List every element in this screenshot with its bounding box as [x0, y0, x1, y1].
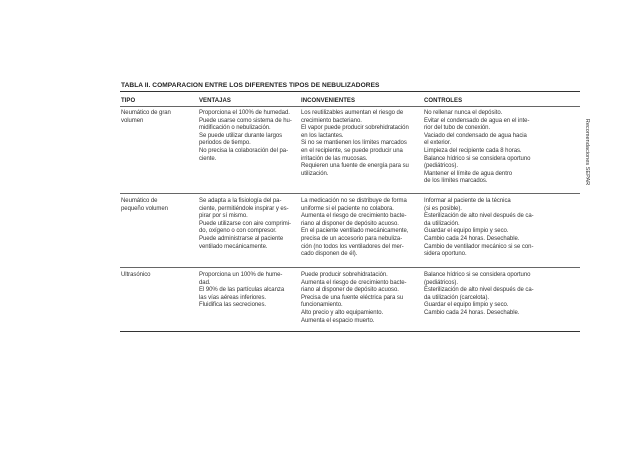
cell-line: (pediátricos). — [424, 279, 458, 286]
cell-line: rior del tubo de conexión. — [424, 125, 491, 132]
cell-line: Proporciona el 100% de humedad. — [199, 110, 290, 116]
cell-line: ciente, permitiéndole inspirar y es- — [199, 205, 289, 212]
cell-line: Vaciado del condensado de agua hacia — [424, 132, 527, 139]
cell-line: crecimiento bacteriano. — [301, 117, 362, 124]
cell-line: No rellenar nunca el depósito. — [424, 110, 503, 116]
cell-line: da utilización. — [424, 220, 460, 227]
cell-line: Puede usarse como sistema de hu- — [199, 117, 292, 124]
cell-line: Esterilización de alto nivel después de ca- — [424, 287, 534, 294]
cell-line: de los límites marcados. — [424, 178, 488, 185]
side-running-header: Recomendaciones SEPAR — [584, 118, 590, 186]
cell-line: ventilado mecánicamente. — [199, 243, 268, 250]
row-2-tipo — [121, 198, 168, 213]
cell-line: Ultrasónico — [121, 272, 151, 278]
cell-line: riano al disponer de depósito acuoso. — [301, 287, 399, 294]
row-divider — [120, 193, 580, 194]
cell-line: Guardar el equipo limpio y seco. — [424, 228, 509, 235]
cell-line: Proporciona un 100% de hume- — [199, 272, 283, 278]
row-divider — [120, 267, 580, 268]
cell-line: midificación o nebulización. — [199, 125, 271, 132]
row-1-controles — [424, 110, 530, 186]
header-controles: CONTROLES — [424, 98, 463, 104]
row-2-inconvenientes — [301, 198, 408, 259]
cell-line: Requieren una fuente de energía para su — [301, 163, 409, 170]
cell-line: da utilización (carcelota). — [424, 294, 490, 301]
cell-line: Precisa de una fuente eléctrica para su — [301, 294, 404, 301]
row-3-ventajas — [199, 272, 284, 310]
cell-line: Cambio cada 24 horas. Desechable. — [424, 235, 520, 242]
cell-line: precisa de un accesorio para nebuliza- — [301, 235, 403, 242]
cell-line: Aumenta el riesgo de crecimiento bacte- — [301, 279, 407, 286]
cell-line: uniforme si el paciente no colabora. — [301, 205, 394, 212]
cell-line: Mantener el límite de agua dentro — [424, 170, 513, 177]
cell-line: dad. — [199, 279, 211, 286]
cell-line: El 90% de las partículas alcanza — [199, 287, 285, 294]
cell-line: Si no se mantienen los límites marcados — [301, 140, 407, 147]
cell-line: utilización. — [301, 170, 329, 177]
cell-line: Neumático de gran — [121, 110, 171, 116]
cell-line: Cambio cada 24 horas. Desechable. — [424, 309, 520, 316]
cell-line: En el paciente ventilado mecánicamente, — [301, 228, 409, 235]
cell-line: volumen — [121, 117, 144, 124]
cell-line: Aumenta el espacio muerto. — [301, 317, 375, 324]
cell-line: (si es posible). — [424, 205, 462, 212]
cell-line: Neumático de — [121, 198, 158, 204]
table-top-rule — [120, 91, 580, 92]
row-1-inconvenientes — [301, 110, 409, 178]
cell-line: Evitar el condensado de agua en el inte- — [424, 117, 530, 124]
cell-line: Se puede utilizar durante largos — [199, 132, 283, 139]
cell-line: do, oxígeno o con compresor. — [199, 228, 277, 235]
cell-line: Guardar el equipo limpio y seco. — [424, 302, 509, 309]
header-inconvenientes: INCONVENIENTES — [301, 98, 356, 104]
cell-line: cado disponen de él). — [301, 251, 358, 258]
cell-line: (pediátricos). — [424, 163, 458, 170]
cell-line: El vapor puede producir sobrehidratación — [301, 125, 409, 132]
cell-line: Puede administrarse al paciente — [199, 235, 284, 242]
cell-line: Aumenta el riesgo de crecimiento bacte- — [301, 213, 407, 220]
row-3-controles — [424, 272, 534, 318]
cell-line: en el recipiente, se puede producir una — [301, 147, 403, 154]
header-ventajas: VENTAJAS — [199, 98, 231, 104]
cell-line: pirar por sí mismo. — [199, 213, 248, 220]
cell-line: ción (no todos los ventiladores del mer- — [301, 243, 404, 250]
cell-line: riano al disponer de depósito acuoso. — [301, 220, 399, 227]
row-2-controles — [424, 198, 534, 259]
cell-line: funcionamiento. — [301, 302, 343, 309]
cell-line: pequeño volumen — [121, 205, 168, 212]
cell-line: Puede utilizarse con aire comprimi- — [199, 220, 291, 227]
cell-line: Puede producir sobrehidratación. — [301, 272, 388, 278]
cell-line: en los lactantes. — [301, 132, 344, 139]
header-tipo: TIPO — [121, 98, 136, 104]
cell-line: No precisa la colaboración del pa- — [199, 147, 289, 154]
cell-line: Cambio de ventilador mecánico si se con- — [424, 243, 534, 250]
row-1-ventajas — [199, 110, 292, 163]
cell-line: Informar al paciente de la técnica — [424, 198, 511, 204]
row-1-tipo — [121, 110, 171, 125]
cell-line: las vías aéreas inferiores. — [199, 294, 267, 301]
table-bottom-rule — [120, 331, 580, 332]
cell-line: periodos de tiempo. — [199, 140, 251, 147]
table-title: TABLA II. COMPARACION ENTRE LOS DIFERENTES TIPOS DE NEBULIZADORES — [121, 82, 380, 89]
header-bottom-rule — [120, 106, 580, 107]
cell-line: Limpieza del recipiente cada 8 horas. — [424, 147, 522, 154]
cell-line: La medicación no se distribuye de forma — [301, 198, 407, 204]
cell-line: Fluidifica las secreciones. — [199, 302, 267, 309]
cell-line: irritación de las mucosas. — [301, 155, 368, 162]
cell-line: Los reutilizables aumentan el riesgo de — [301, 110, 404, 116]
cell-line: Se adapta a la fisiología del pa- — [199, 198, 282, 204]
cell-line: Esterilización de alto nivel después de ca- — [424, 213, 534, 220]
row-3-inconvenientes — [301, 272, 406, 325]
cell-line: ciente. — [199, 155, 217, 162]
row-2-ventajas — [199, 198, 291, 251]
cell-line: Balance hídrico si se considera oportuno — [424, 272, 531, 278]
cell-line: el exterior. — [424, 140, 452, 147]
cell-line: Alto precio y alto equipamiento. — [301, 309, 384, 316]
cell-line: Balance hídrico si se considera oportuno — [424, 155, 531, 162]
cell-line: sidera oportuno. — [424, 251, 467, 258]
row-3-tipo — [121, 272, 150, 280]
